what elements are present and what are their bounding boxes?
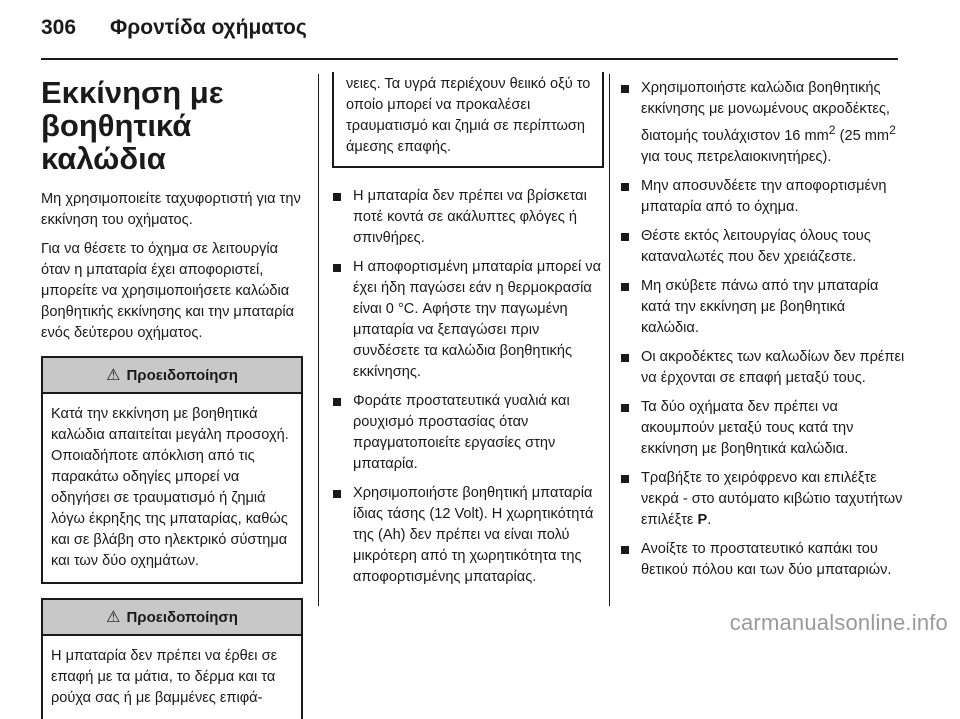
warning-title: Προειδοποίηση — [126, 608, 238, 626]
watermark: carmanualsonline.info — [729, 610, 948, 635]
bullet-list — [332, 186, 604, 588]
page-header — [41, 16, 307, 46]
superscript: 2 — [828, 123, 836, 137]
list-item: Η αποφορτισμένη μπαταρία μπορεί να έχει ήδη παγώσει εάν η θερμοκρασία είναι 0 °C. Αφήστε την παγωμένη μπαταρία να ξεπαγώσει πριν συνδέσετε τα καλώδια βοηθητικής εκκίνησης. — [332, 257, 604, 383]
column-1 — [41, 72, 303, 719]
column-2 — [332, 72, 604, 596]
list-item: Θέστε εκτός λειτουργίας όλους τους καταναλωτές που δεν χρειάζεστε. — [620, 226, 905, 268]
list-item: Ανοίξτε το προστατευτικό καπάκι του θετικού πόλου και των δύο μπαταριών. — [620, 539, 905, 581]
item-text: Τραβήξτε το χειρόφρενο και επιλέξτε νεκρά - στο αυτόματο κιβώτιο ταχυτήτων επιλέξτε — [641, 469, 903, 528]
article-heading: Εκκίνηση με βοηθητικά καλώδια — [41, 75, 224, 176]
warning-text: Κατά την εκκίνηση με βοηθητικά καλώδια απαιτείται μεγάλη προσοχή. Οποιαδήποτε απόκλιση από τις παρακάτω οδηγίες μπορεί να οδηγήσει σε τραυματισμό ή ζημιά λόγω έκρηξης της μπαταρίας, καθώς και σε βλάβη στο ηλεκτρικό σύστημα και των δύο οχημάτων. — [51, 406, 289, 569]
list-item: Μην αποσυνδέετε την αποφορτισμένη μπαταρία από το όχημα. — [620, 176, 905, 218]
column-divider-2 — [609, 74, 610, 606]
list-item — [620, 468, 905, 531]
paragraph: Μη χρησιμοποιείτε ταχυφορτιστή για την εκκίνηση του οχήματος. — [41, 191, 301, 228]
warning-triangle-icon: ⚠ — [106, 366, 121, 384]
item-text: Χρησιμοποιήστε καλώδια βοηθητικής εκκίνησης με μονωμένους ακροδέκτες, διατομής τουλάχιστον 16 mm — [641, 80, 890, 144]
list-item: Τα δύο οχήματα δεν πρέπει να ακουμπούν μεταξύ τους κατά την εκκίνηση με βοηθητικά καλώδια. — [620, 397, 905, 460]
bullet-list — [620, 78, 905, 581]
warning-box-2-continued: νειες. Τα υγρά περιέχουν θειικό οξύ το οποίο μπορεί να προκαλέσει τραυματισμό και ζημιά σε περίπτωση άμεσης επαφής. — [332, 72, 604, 168]
list-item: Μη σκύβετε πάνω από την μπαταρία κατά την εκκίνηση με βοηθητικά καλώδια. — [620, 276, 905, 339]
warning-box-2 — [41, 598, 303, 719]
list-item: Φοράτε προστατευτικά γυαλιά και ρουχισμό προστασίας όταν πραγματοποιείτε εργασίες στην μπαταρία. — [332, 391, 604, 475]
item-text: για τους πετρελαιοκινητήρες). — [641, 148, 832, 165]
paragraph: Για να θέσετε το όχημα σε λειτουργία όταν η μπαταρία έχει αποφοριστεί, μπορείτε να χρησιμοποιήσετε καλώδια βοηθητικής εκκίνησης και την μπαταρία ενός δεύτερου οχήματος. — [41, 241, 295, 341]
list-item: Η μπαταρία δεν πρέπει να βρίσκεται ποτέ κοντά σε ακάλυπτες φλόγες ή σπινθήρες. — [332, 186, 604, 249]
item-text: . — [707, 511, 712, 528]
header-divider — [41, 58, 898, 60]
item-text: (25 mm — [835, 127, 890, 144]
column-3 — [620, 78, 905, 589]
warning-text: Η μπαταρία δεν πρέπει να έρθει σε επαφή με τα μάτια, το δέρμα και τα ρούχα σας ή με βαμμένες επιφά- — [51, 648, 278, 706]
warning-title: Προειδοποίηση — [126, 366, 238, 384]
gear-letter: P — [697, 511, 708, 528]
section-title: Φροντίδα οχήματος — [110, 16, 307, 39]
superscript: 2 — [889, 123, 896, 137]
warning-triangle-icon: ⚠ — [106, 608, 121, 626]
list-item: Οι ακροδέκτες των καλωδίων δεν πρέπει να έρχονται σε επαφή μεταξύ τους. — [620, 347, 905, 389]
warning-header — [43, 600, 301, 636]
warning-header — [43, 358, 301, 394]
page-number: 306 — [41, 16, 77, 39]
column-divider-1 — [318, 74, 319, 606]
list-item: Χρησιμοποιήστε βοηθητική μπαταρία ίδιας τάσης (12 Volt). Η χωρητικότητά της (Ah) δεν πρέπει να είναι πολύ μικρότερη από τη χωρητικότητα της αποφορτισμένης μπαταρίας. — [332, 483, 604, 588]
warning-box-1 — [41, 356, 303, 584]
list-item — [620, 78, 905, 168]
